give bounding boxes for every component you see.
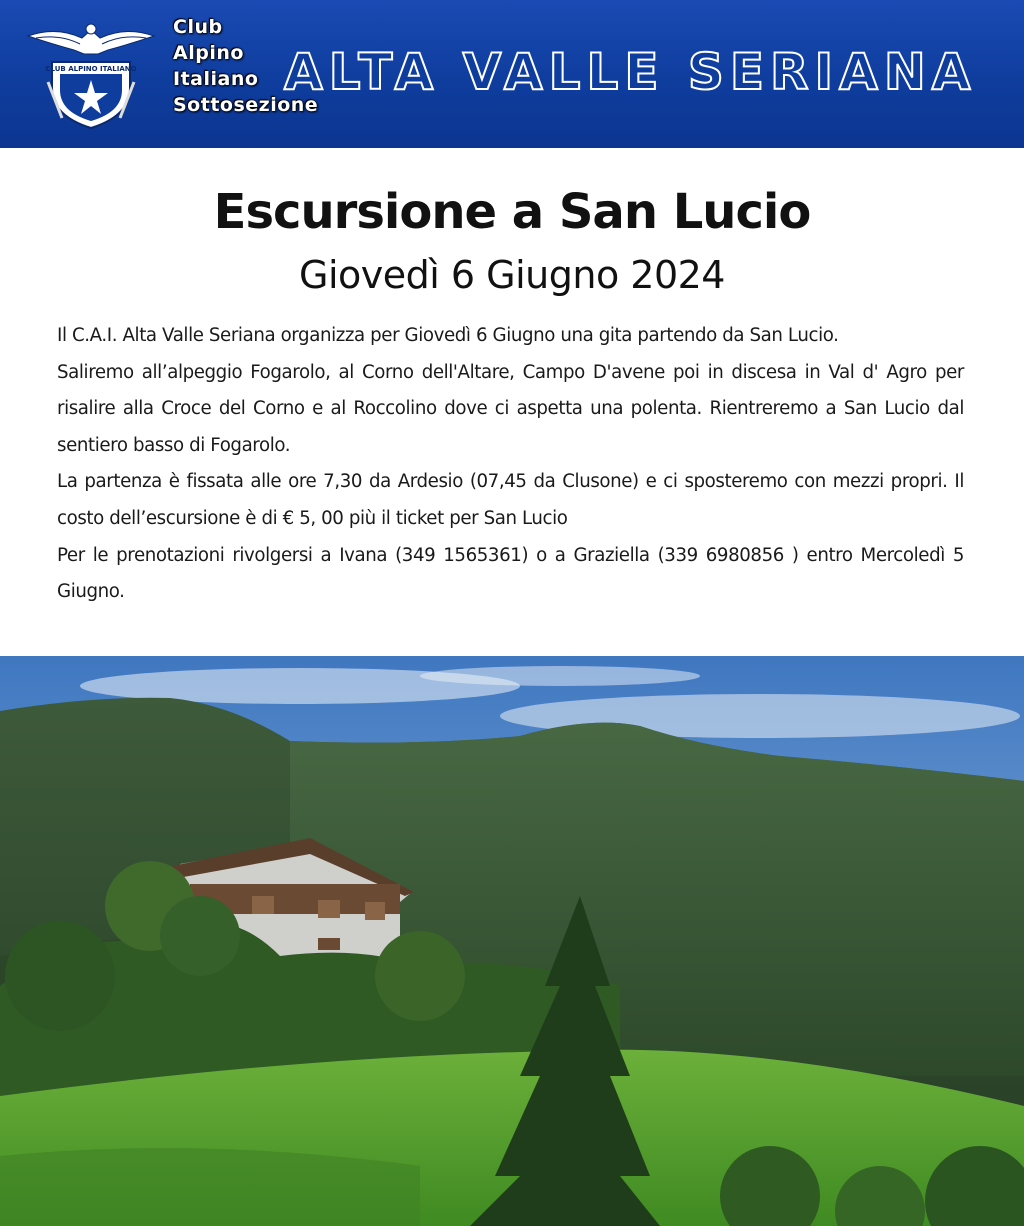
club-line: Sottosezione [173, 94, 319, 116]
cai-logo-icon [26, 22, 156, 132]
page-title: Escursione a San Lucio [213, 184, 811, 240]
paragraph: Saliremo all’alpeggio Fogarolo, al Corno dell'Altare, Campo D'avene poi in discesa in Val d' Agro per risalire alla Croce del Corno e al Roccolino dove ci aspetta una polenta. Rientreremo a San Lucio dal sentiero basso di Fogarolo. [57, 361, 964, 456]
event-description [57, 318, 964, 611]
paragraph: Per le prenotazioni rivolgersi a Ivana (349 1565361) o a Graziella (339 6980856 ) entro Mercoledì 5 Giugno. [57, 544, 964, 603]
brand-title: ALTA VALLE SERIANA [284, 43, 977, 101]
event-date: Giovedì 6 Giugno 2024 [299, 253, 725, 297]
svg-text:CLUB ALPINO ITALIANO: CLUB ALPINO ITALIANO [45, 65, 137, 73]
club-line: Italiano [173, 68, 259, 90]
header-banner [0, 0, 1024, 148]
paragraph: Il C.A.I. Alta Valle Seriana organizza per Giovedì 6 Giugno una gita partendo da San Lucio. [57, 325, 839, 346]
club-line: Alpino [173, 42, 244, 64]
club-line: Club [173, 16, 223, 38]
paragraph: La partenza è fissata alle ore 7,30 da Ardesio (07,45 da Clusone) e ci sposteremo con mezzi propri. Il costo dell’escursione è di € 5, 00 più il ticket per San Lucio [57, 471, 964, 529]
mountain-landscape-photo [0, 656, 1024, 1226]
